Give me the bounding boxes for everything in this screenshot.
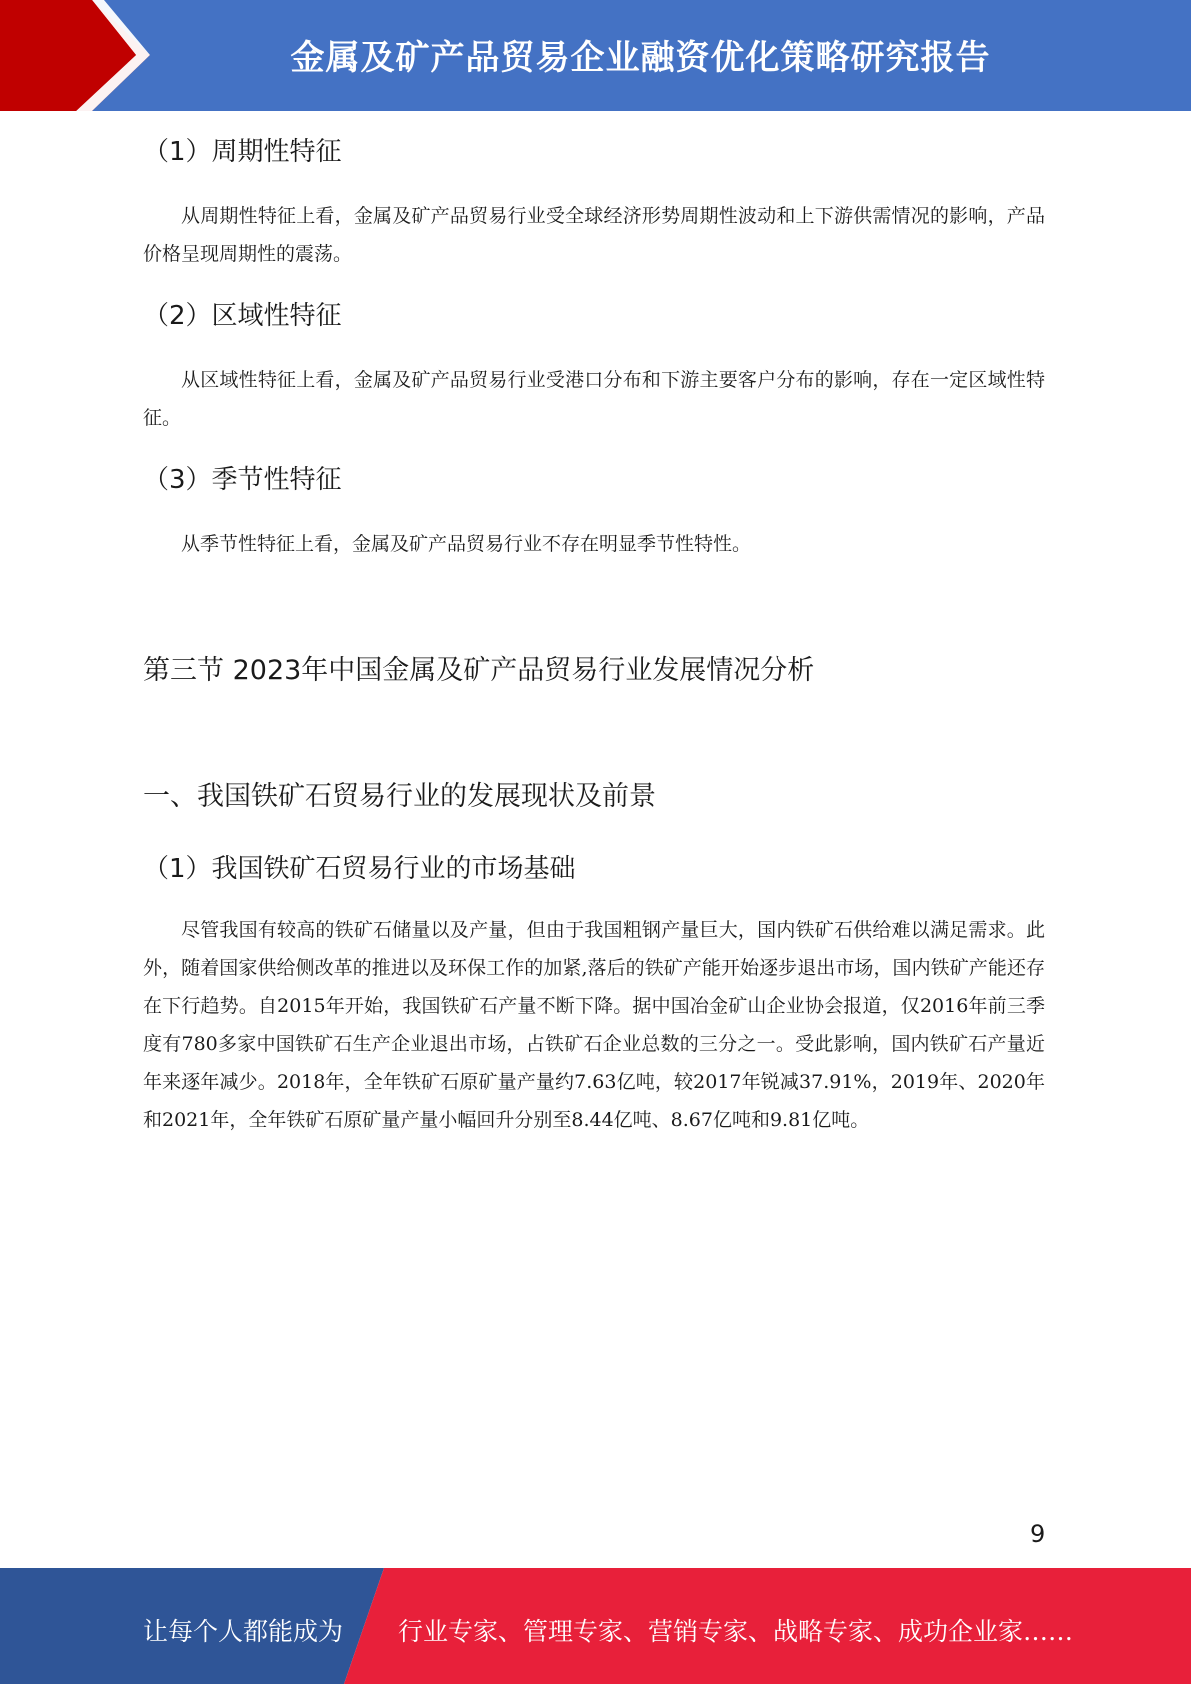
heading-seasonal: （3）季节性特征 [143,465,342,495]
paragraph-seasonal: 从季节性特征上看，金属及矿产品贸易行业不存在明显季节性特性。 [181,533,752,555]
footer-slogan-left: 让每个人都能成为 [143,1617,344,1646]
heading-regional: （2）区域性特征 [143,301,342,331]
paragraph-regional: 从区域性特征上看，金属及矿产品贸易行业受港口分布和下游主要客户分布的影响，存在一定区域性特征。 [143,369,1045,429]
chapter-heading-iron-ore: 一、我国铁矿石贸易行业的发展现状及前景 [143,781,656,812]
footer-slogan-right: 行业专家、管理专家、营销专家、战略专家、成功企业家…… [398,1617,1074,1646]
page-number: 9 [1030,1520,1046,1548]
paragraph-cyclical: 从周期性特征上看，金属及矿产品贸易行业受全球经济形势周期性波动和上下游供需情况的影响，产品价格呈现周期性的震荡。 [143,205,1045,265]
heading-market-base: （1）我国铁矿石贸易行业的市场基础 [143,854,576,884]
heading-cyclical: （1）周期性特征 [143,137,342,167]
page-header [0,0,1191,111]
report-title: 金属及矿产品贸易企业融资优化策略研究报告 [290,38,991,78]
section-heading: 第三节 2023年中国金属及矿产品贸易行业发展情况分析 [143,655,815,686]
page-footer [0,1568,1191,1684]
paragraph-market-base: 尽管我国有较高的铁矿石储量以及产量，但由于我国粗钢产量巨大，国内铁矿石供给难以满足需求。此外，随着国家供给侧改革的推进以及环保工作的加紧,落后的铁矿产能开始逐步退出市场，国内铁矿产能还存在下行趋势。自2015年开始，我国铁矿石产量不断下降。据中国冶金矿山企业协会报道，仅2016年前三季度有780多家中国铁矿石生产企业退出市场，占铁矿石企业总数的三分之一。受此影响，国内铁矿石产量近年来逐年减少。2018年，全年铁矿石原矿量产量约7.63亿吨，较2017年锐减37.91%，2019年、2020年和2021年，全年铁矿石原矿量产量小幅回升分别至8.44亿吨、8.67亿吨和9.81亿吨。 [143,919,1045,1131]
